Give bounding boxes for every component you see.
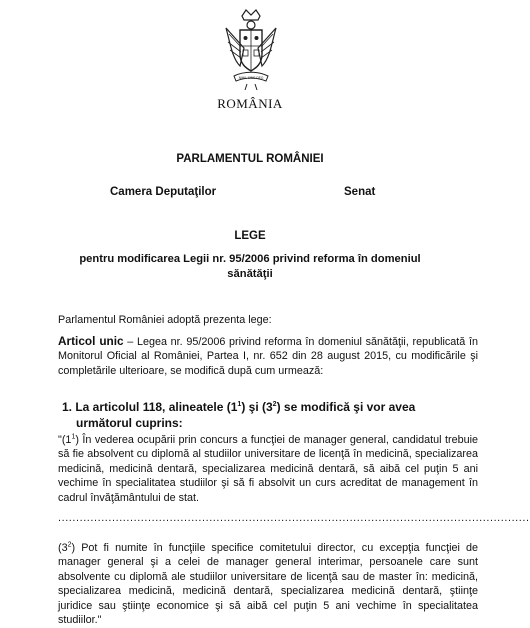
paragraph-1-1 xyxy=(58,433,478,505)
point-end: ) se modifică şi vor avea xyxy=(276,400,416,414)
point-sup2: 2 xyxy=(272,401,277,408)
law-title: LEGE xyxy=(234,230,266,242)
p1-sup: 1 xyxy=(71,433,76,441)
article-label: Articol unic xyxy=(58,334,124,348)
p1-text: ) În vederea ocupării prin concurs a funcţiei de manager general, candidatul trebuie să fie absolvent cu diplomă al studiilor universitare de licenţă în medicină, specializarea medicină, medicină dentară, specializarea medicină dentară, să aibă cel puţin 5 ani vechime în specialitatea studiilor şi să fi absolvit un curs acreditat de management în cadrul învăţământului de stat. xyxy=(58,434,478,504)
point-line2: următorul cuprins: xyxy=(76,415,183,430)
omission-dots: ................................................................................................................................... xyxy=(58,512,530,524)
country-name: ROMÂNIA xyxy=(217,96,283,111)
article-paragraph xyxy=(58,334,478,378)
senate-label: Senat xyxy=(344,186,376,198)
law-subtitle-line1: pentru modificarea Legii nr. 95/2006 privind reforma în domeniul xyxy=(79,253,421,265)
amendment-point-heading xyxy=(62,400,482,431)
parliament-heading: PARLAMENTUL ROMÂNIEI xyxy=(176,153,324,165)
point-sup1: 1 xyxy=(237,401,242,408)
coat-of-arms-icon xyxy=(220,8,282,94)
intro-paragraph: Parlamentul României adoptă prezenta lege: xyxy=(58,314,272,326)
p1-open: "(1 xyxy=(58,434,72,446)
law-subtitle-line2: sănătăţii xyxy=(227,268,273,280)
paragraph-3-2 xyxy=(58,541,478,627)
p2-open: (3 xyxy=(58,542,68,554)
article-text: – Legea nr. 95/2006 privind reforma în domeniul sănătăţii, republicată în Monitorul Oficial al României, Partea I, nr. 652 din 28 august 2015, cu modificările şi completările ulterioare, se modifică după cum urmează: xyxy=(58,336,479,377)
point-line1: 1. La articolul 118, alineatele (1 xyxy=(62,400,238,414)
crest-motto: NIHIL SINE DEO xyxy=(238,76,264,80)
chamber-deputies-label: Camera Deputaţilor xyxy=(110,186,217,198)
point-mid: ) şi (3 xyxy=(241,400,273,414)
p2-sup: 2 xyxy=(67,541,72,549)
p2-text: ) Pot fi numite în funcţiile specifice comitetului director, cu excepţia funcţiei de manager general şi a celei de manager general interimar, persoanele care sunt absolvente cu diplomă ale studiilor universitare de licenţă sau de master în: medicină, specializarea medicină, medicină dentară, specializarea medicină dentară, ştiinţe juridice sau ştiinţe economice şi să aibă cel puţin 5 ani vechime în specialitatea studiilor." xyxy=(58,542,478,627)
law-subtitle xyxy=(50,252,450,282)
